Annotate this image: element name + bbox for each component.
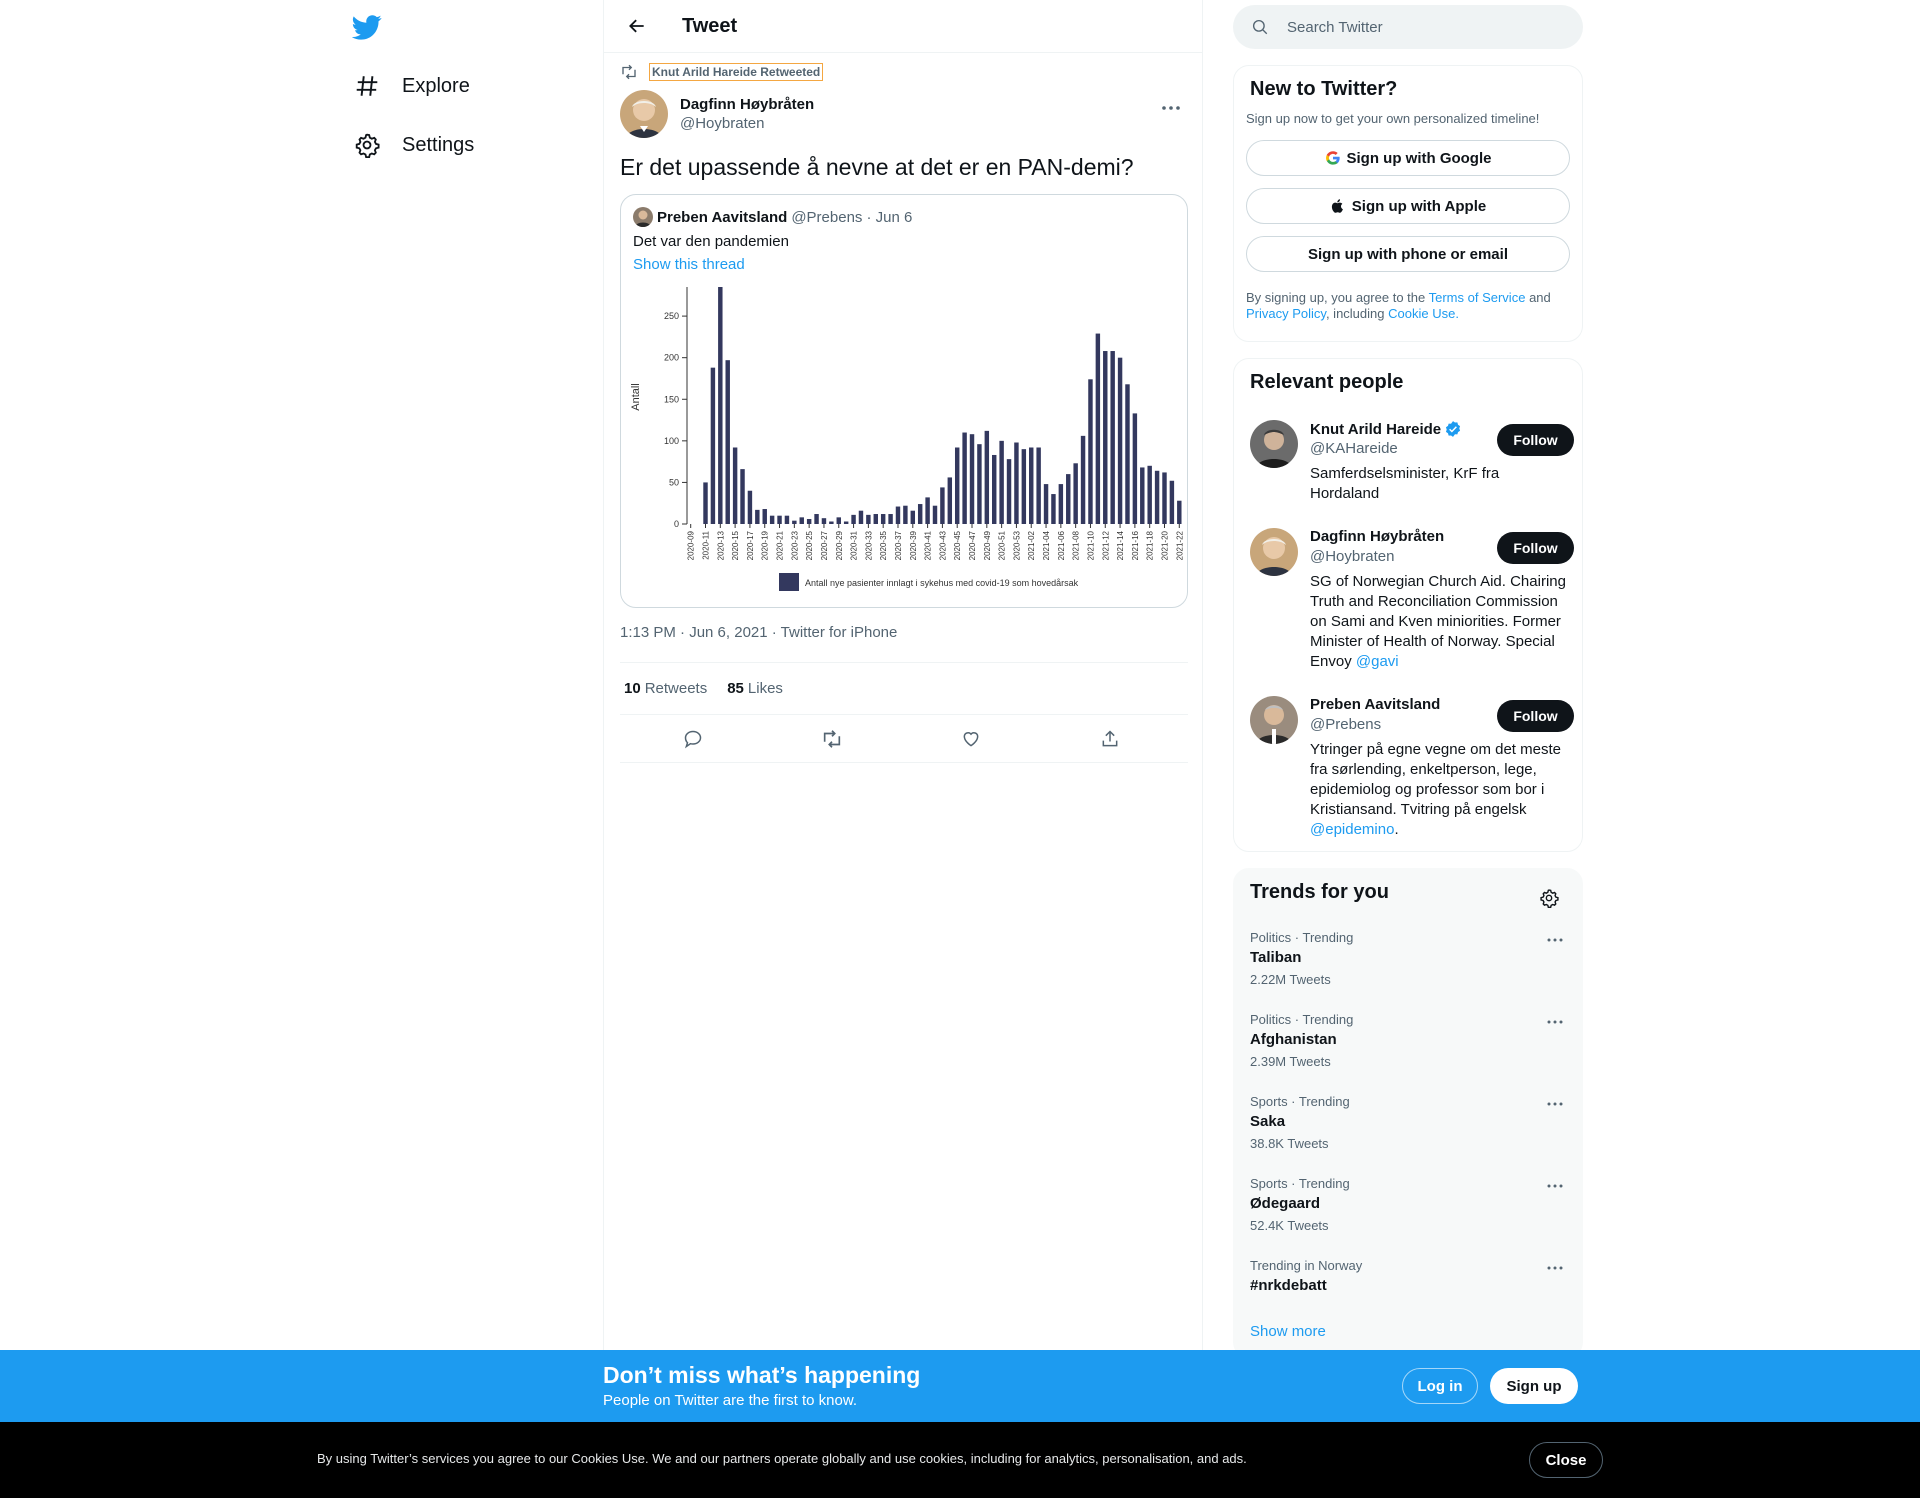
trends-settings-button[interactable] bbox=[1536, 885, 1562, 911]
more-dots-icon bbox=[1547, 1020, 1563, 1024]
quote-avatar bbox=[633, 207, 653, 227]
y-tick-label: 200 bbox=[663, 352, 679, 363]
chart-bar bbox=[822, 518, 826, 524]
tweet-actions bbox=[620, 715, 1188, 763]
tweet-text: Er det upassende å nevne at det er en PAN-demi? bbox=[620, 154, 1134, 180]
trend-count: 2.22M Tweets bbox=[1250, 972, 1331, 987]
show-thread-link[interactable]: Show this thread bbox=[633, 256, 745, 273]
x-tick-label: 2020-25 bbox=[805, 531, 815, 561]
bio-mention-link[interactable]: @gavi bbox=[1355, 653, 1399, 670]
chart-bar bbox=[918, 504, 922, 524]
retweets-stat[interactable] bbox=[624, 680, 707, 697]
signup-phone-email-label: Sign up with phone or email bbox=[1307, 245, 1508, 263]
cookie-text: By using Twitter’s services you agree to our Cookies Use. We and our partners operate globally and use cookies, including for analytics, personalisation, and ads. bbox=[317, 1451, 1247, 1466]
heart-icon bbox=[961, 729, 981, 749]
chart-bar bbox=[1014, 443, 1018, 524]
x-tick-label: 2020-43 bbox=[938, 531, 948, 561]
share-button[interactable] bbox=[1095, 724, 1125, 754]
person-bio: Samferdselsminister, KrF fra Hordaland bbox=[1310, 465, 1500, 502]
chart-bar bbox=[1007, 459, 1011, 524]
x-tick-label: 2021-22 bbox=[1175, 531, 1185, 561]
y-tick-label: 250 bbox=[663, 311, 679, 322]
chart-bar bbox=[866, 515, 870, 524]
trend-context: Sports · Trending bbox=[1250, 1094, 1350, 1109]
trend-count: 38.8K Tweets bbox=[1250, 1136, 1329, 1151]
chart-bar bbox=[881, 514, 885, 524]
back-button[interactable] bbox=[620, 9, 654, 43]
x-tick-label: 2020-13 bbox=[716, 531, 726, 561]
chart-image bbox=[621, 285, 1187, 607]
chart-bar bbox=[1081, 436, 1085, 524]
y-tick-label: 100 bbox=[663, 435, 679, 446]
chart-bar bbox=[1044, 484, 1048, 524]
chart-bar bbox=[1051, 494, 1055, 524]
more-options-button[interactable] bbox=[1154, 94, 1188, 122]
new-to-twitter-subtitle: Sign up now to get your own personalized timeline! bbox=[1246, 111, 1540, 126]
nav-settings[interactable] bbox=[352, 121, 474, 169]
person-name-text: Knut Arild Hareide bbox=[1310, 420, 1442, 438]
nav-explore-label: Explore bbox=[402, 74, 470, 97]
author-handle[interactable]: @Hoybraten bbox=[680, 115, 765, 132]
chart-bar bbox=[970, 434, 974, 524]
trend-item[interactable] bbox=[1250, 1012, 1566, 1069]
chart-bar bbox=[1177, 501, 1181, 524]
chart-bar bbox=[763, 509, 767, 524]
bio-mention-link[interactable]: @epidemino bbox=[1310, 821, 1395, 838]
search-icon bbox=[1251, 18, 1269, 36]
chart-bar bbox=[940, 487, 944, 524]
person-name[interactable] bbox=[1310, 420, 1462, 438]
page-title: Tweet bbox=[682, 14, 738, 37]
x-tick-label: 2021-20 bbox=[1160, 531, 1170, 561]
chart-bar bbox=[1022, 449, 1026, 524]
quote-text: Det var den pandemien bbox=[633, 233, 789, 250]
quote-author-handle: @Prebens bbox=[791, 208, 863, 226]
chart-bar bbox=[792, 521, 796, 524]
chart-bar bbox=[1066, 474, 1070, 524]
x-tick-label: 2020-39 bbox=[908, 531, 918, 561]
banner-subtitle: People on Twitter are the first to know. bbox=[603, 1392, 858, 1409]
retweets-count: 10 bbox=[624, 680, 641, 697]
chart-bar bbox=[948, 477, 952, 524]
trend-count: 52.4K Tweets bbox=[1250, 1218, 1329, 1233]
chart-bar bbox=[962, 433, 966, 524]
person-handle[interactable]: @Hoybraten bbox=[1310, 548, 1395, 565]
more-dots-icon bbox=[1161, 105, 1181, 111]
terms-and: and bbox=[1529, 290, 1551, 305]
signup-google-button[interactable] bbox=[1246, 140, 1570, 176]
terms-of-service-link[interactable]: Terms of Service bbox=[1428, 290, 1526, 305]
share-icon bbox=[1100, 729, 1120, 749]
terms-including: , including bbox=[1325, 306, 1385, 321]
x-tick-label: 2020-15 bbox=[731, 531, 741, 561]
retweet-icon bbox=[620, 63, 638, 81]
chart-bar bbox=[985, 431, 989, 524]
avatar[interactable] bbox=[1250, 528, 1298, 576]
author-name[interactable]: Dagfinn Høybråten bbox=[680, 96, 815, 113]
legend-label: Antall nye pasienter innlagt i sykehus med covid-19 som hovedårsak bbox=[805, 578, 1079, 588]
trend-context: Politics · Trending bbox=[1250, 930, 1354, 945]
x-tick-label: 2020-51 bbox=[997, 531, 1007, 561]
x-tick-label: 2020-29 bbox=[834, 531, 844, 561]
legend-swatch bbox=[779, 573, 799, 591]
x-tick-label: 2021-02 bbox=[1027, 531, 1037, 561]
main-column bbox=[603, 0, 1203, 1498]
chart-bar bbox=[977, 444, 981, 524]
chart-bar bbox=[800, 517, 804, 524]
trend-more-button[interactable] bbox=[1540, 1012, 1570, 1032]
more-dots-icon bbox=[1547, 1266, 1563, 1270]
x-tick-label: 2020-33 bbox=[864, 531, 874, 561]
signup-terms bbox=[1246, 290, 1570, 322]
chart-bar bbox=[888, 514, 892, 524]
x-tick-label: 2020-19 bbox=[760, 531, 770, 561]
quote-date: · Jun 6 bbox=[866, 208, 913, 226]
trend-name: Saka bbox=[1250, 1113, 1286, 1130]
bio-end: . bbox=[1394, 821, 1399, 838]
chart-bar bbox=[829, 522, 833, 524]
retweet-button[interactable] bbox=[817, 724, 847, 754]
chart-bar bbox=[1140, 467, 1144, 524]
verified-badge-icon bbox=[1444, 420, 1462, 438]
twitter-logo-icon[interactable] bbox=[352, 12, 382, 42]
chart-bar bbox=[1073, 463, 1077, 524]
x-tick-label: 2020-53 bbox=[1012, 531, 1022, 561]
cookie-close-button[interactable]: Close bbox=[1529, 1442, 1603, 1478]
signup-google-label: Sign up with Google bbox=[1346, 149, 1492, 167]
person-name[interactable] bbox=[1310, 528, 1444, 545]
quote-author-name: Preben Aavitsland bbox=[657, 208, 788, 226]
chart-bar bbox=[925, 497, 929, 524]
trend-item[interactable] bbox=[1250, 1176, 1566, 1233]
x-tick-label: 2021-18 bbox=[1145, 531, 1155, 561]
chart-bar bbox=[748, 491, 752, 524]
chart-bar bbox=[1118, 358, 1122, 524]
privacy-policy-link[interactable]: Privacy Policy bbox=[1246, 306, 1326, 321]
trend-context: Trending in Norway bbox=[1250, 1258, 1363, 1273]
chart-bar bbox=[807, 519, 811, 524]
tweet-author bbox=[620, 90, 1188, 138]
relevant-people-panel bbox=[1233, 358, 1583, 852]
chart-bar bbox=[1125, 384, 1129, 524]
chart-bar bbox=[785, 516, 789, 524]
more-dots-icon bbox=[1547, 1102, 1563, 1106]
trend-name: Taliban bbox=[1250, 949, 1302, 966]
chart-bar bbox=[755, 510, 759, 524]
chart-bar bbox=[1162, 472, 1166, 524]
x-tick-label: 2021-06 bbox=[1056, 531, 1066, 561]
retweets-label: Retweets bbox=[644, 680, 708, 697]
person-bio bbox=[1310, 572, 1570, 672]
terms-prefix: By signing up, you agree to the bbox=[1246, 290, 1426, 305]
trend-item[interactable] bbox=[1250, 1094, 1566, 1151]
x-tick-label: 2020-41 bbox=[923, 531, 933, 561]
signup-apple-button[interactable] bbox=[1246, 188, 1570, 224]
chart-bar bbox=[896, 507, 900, 524]
person-handle[interactable]: @KAHareide bbox=[1310, 440, 1398, 457]
chart-bar bbox=[1133, 413, 1137, 524]
login-button[interactable]: Log in bbox=[1402, 1368, 1478, 1404]
follow-button[interactable]: Follow bbox=[1497, 700, 1574, 732]
chart-bar bbox=[1096, 334, 1100, 524]
retweet-icon bbox=[821, 728, 843, 750]
x-tick-label: 2021-14 bbox=[1116, 531, 1126, 561]
trend-context: Politics · Trending bbox=[1250, 1012, 1354, 1027]
x-tick-label: 2020-27 bbox=[819, 531, 829, 561]
chart-bar bbox=[837, 517, 841, 524]
chart-bar bbox=[859, 511, 863, 524]
trends-panel bbox=[1233, 868, 1583, 1358]
chart-bar bbox=[770, 516, 774, 524]
x-tick-label: 2021-10 bbox=[1086, 531, 1096, 561]
main-header bbox=[604, 0, 1202, 53]
signup-button[interactable]: Sign up bbox=[1490, 1368, 1578, 1404]
trend-more-button[interactable] bbox=[1540, 1094, 1570, 1114]
chart-bar bbox=[1059, 484, 1063, 524]
signup-banner bbox=[0, 1350, 1920, 1422]
bar-chart bbox=[621, 285, 1187, 607]
signup-apple-label: Sign up with Apple bbox=[1351, 197, 1487, 215]
cookie-bar bbox=[0, 1422, 1920, 1498]
person-bio-text: Ytringer på egne vegne om det meste fra sørlending, enkeltperson, lege, epidemiolog og professor som bor i Kristiansand. Tvitring på engelsk bbox=[1310, 741, 1561, 818]
chart-bar bbox=[725, 360, 729, 524]
chart-bar bbox=[1088, 379, 1092, 524]
person-bio-text: SG of Norwegian Church Aid. Chairing Truth and Reconciliation Commission on Sami and Kven miniorities. Former Minister of Health of Norway. Special Envoy bbox=[1310, 573, 1566, 670]
trend-item[interactable] bbox=[1250, 930, 1566, 987]
nav-explore[interactable] bbox=[352, 62, 470, 110]
search-input[interactable] bbox=[1287, 19, 1547, 36]
person-name[interactable] bbox=[1310, 696, 1440, 713]
x-tick-label: 2020-49 bbox=[982, 531, 992, 561]
chart-bar bbox=[1036, 447, 1040, 524]
avatar[interactable] bbox=[620, 90, 668, 138]
x-tick-label: 2020-31 bbox=[849, 531, 859, 561]
y-axis-label: Antall bbox=[630, 383, 642, 411]
chart-bar bbox=[740, 469, 744, 524]
new-to-twitter-title: New to Twitter? bbox=[1250, 78, 1398, 100]
nav-settings-label: Settings bbox=[402, 133, 475, 156]
search-box[interactable] bbox=[1233, 5, 1583, 49]
chart-bar bbox=[703, 482, 707, 524]
gear-icon bbox=[352, 130, 382, 160]
likes-label: Likes bbox=[747, 680, 783, 697]
retweet-context bbox=[620, 63, 822, 81]
reply-button[interactable] bbox=[678, 724, 708, 754]
person-bio bbox=[1310, 740, 1570, 840]
person-name-text: Preben Aavitsland bbox=[1310, 696, 1441, 713]
retweeted-by-label[interactable]: Knut Arild Hareide Retweeted bbox=[652, 65, 821, 79]
new-to-twitter-panel bbox=[1233, 65, 1583, 342]
chart-bar bbox=[711, 368, 715, 524]
person-handle[interactable]: @Prebens bbox=[1310, 716, 1382, 733]
trend-name: Ødegaard bbox=[1250, 1195, 1321, 1212]
trend-more-button[interactable] bbox=[1540, 1176, 1570, 1196]
chart-bar bbox=[1147, 466, 1151, 524]
y-tick-label: 50 bbox=[668, 477, 679, 488]
chart-bar bbox=[1110, 351, 1114, 524]
apple-icon bbox=[1330, 197, 1346, 215]
tweet-timestamp[interactable]: 1:13 PM · Jun 6, 2021 · Twitter for iPhone bbox=[620, 624, 898, 641]
avatar[interactable] bbox=[1250, 696, 1298, 744]
x-tick-label: 2020-09 bbox=[686, 531, 696, 561]
avatar[interactable] bbox=[1250, 420, 1298, 468]
back-arrow-icon bbox=[627, 16, 647, 36]
chart-bar bbox=[999, 441, 1003, 524]
chart-bar bbox=[933, 506, 937, 524]
like-button[interactable] bbox=[956, 724, 986, 754]
x-tick-label: 2020-35 bbox=[879, 531, 889, 561]
chart-bar bbox=[777, 516, 781, 524]
x-tick-label: 2020-45 bbox=[953, 531, 963, 561]
reply-icon bbox=[683, 729, 703, 749]
chart-bar bbox=[911, 511, 915, 524]
trend-name: Afghanistan bbox=[1250, 1031, 1337, 1048]
chart-bar bbox=[874, 514, 878, 524]
gear-icon bbox=[1539, 888, 1559, 908]
trend-more-button[interactable] bbox=[1540, 930, 1570, 950]
trend-more-button[interactable] bbox=[1540, 1258, 1570, 1278]
quoted-tweet[interactable] bbox=[620, 194, 1188, 608]
likes-count: 85 bbox=[727, 680, 744, 697]
cookie-use-link[interactable]: Cookie Use. bbox=[1388, 306, 1459, 321]
x-tick-label: 2020-17 bbox=[745, 531, 755, 561]
person-name-text: Dagfinn Høybråten bbox=[1310, 528, 1445, 545]
signup-phone-email-button[interactable] bbox=[1246, 236, 1570, 272]
y-tick-label: 0 bbox=[673, 519, 679, 529]
chart-bar bbox=[1170, 481, 1174, 524]
y-tick-label: 150 bbox=[663, 394, 679, 405]
chart-bar bbox=[814, 514, 818, 524]
banner-title: Don’t miss what’s happening bbox=[603, 1362, 921, 1388]
follow-button[interactable]: Follow bbox=[1497, 532, 1574, 564]
trend-count: 2.39M Tweets bbox=[1250, 1054, 1331, 1069]
chart-bar bbox=[955, 447, 959, 524]
x-tick-label: 2020-11 bbox=[701, 531, 711, 560]
follow-button[interactable]: Follow bbox=[1497, 424, 1574, 456]
x-tick-label: 2021-12 bbox=[1101, 531, 1111, 561]
x-tick-label: 2020-47 bbox=[968, 531, 978, 561]
x-tick-label: 2021-16 bbox=[1130, 531, 1140, 561]
trend-name: #nrkdebatt bbox=[1250, 1277, 1327, 1294]
chart-bar bbox=[718, 287, 722, 524]
hashtag-icon bbox=[352, 71, 382, 101]
chart-bar bbox=[733, 447, 737, 524]
trends-title: Trends for you bbox=[1250, 881, 1389, 903]
chart-bar bbox=[844, 522, 848, 524]
likes-stat[interactable] bbox=[727, 680, 783, 697]
more-dots-icon bbox=[1547, 938, 1563, 942]
chart-bar bbox=[851, 515, 855, 524]
x-tick-label: 2020-37 bbox=[893, 531, 903, 561]
more-dots-icon bbox=[1547, 1184, 1563, 1188]
chart-bar bbox=[1029, 447, 1033, 524]
tweet-stats bbox=[620, 662, 1188, 715]
x-tick-label: 2020-23 bbox=[790, 531, 800, 561]
chart-bar bbox=[1103, 351, 1107, 524]
x-tick-label: 2020-21 bbox=[775, 531, 785, 561]
google-icon bbox=[1325, 150, 1341, 166]
chart-bar bbox=[903, 506, 907, 524]
chart-bar bbox=[1155, 471, 1159, 524]
x-tick-label: 2021-08 bbox=[1071, 531, 1081, 561]
x-tick-label: 2021-04 bbox=[1042, 531, 1052, 561]
trend-item[interactable] bbox=[1250, 1258, 1566, 1294]
chart-bar bbox=[992, 455, 996, 524]
show-more-link[interactable]: Show more bbox=[1250, 1323, 1326, 1340]
relevant-people-title: Relevant people bbox=[1250, 371, 1404, 393]
trend-context: Sports · Trending bbox=[1250, 1176, 1350, 1191]
